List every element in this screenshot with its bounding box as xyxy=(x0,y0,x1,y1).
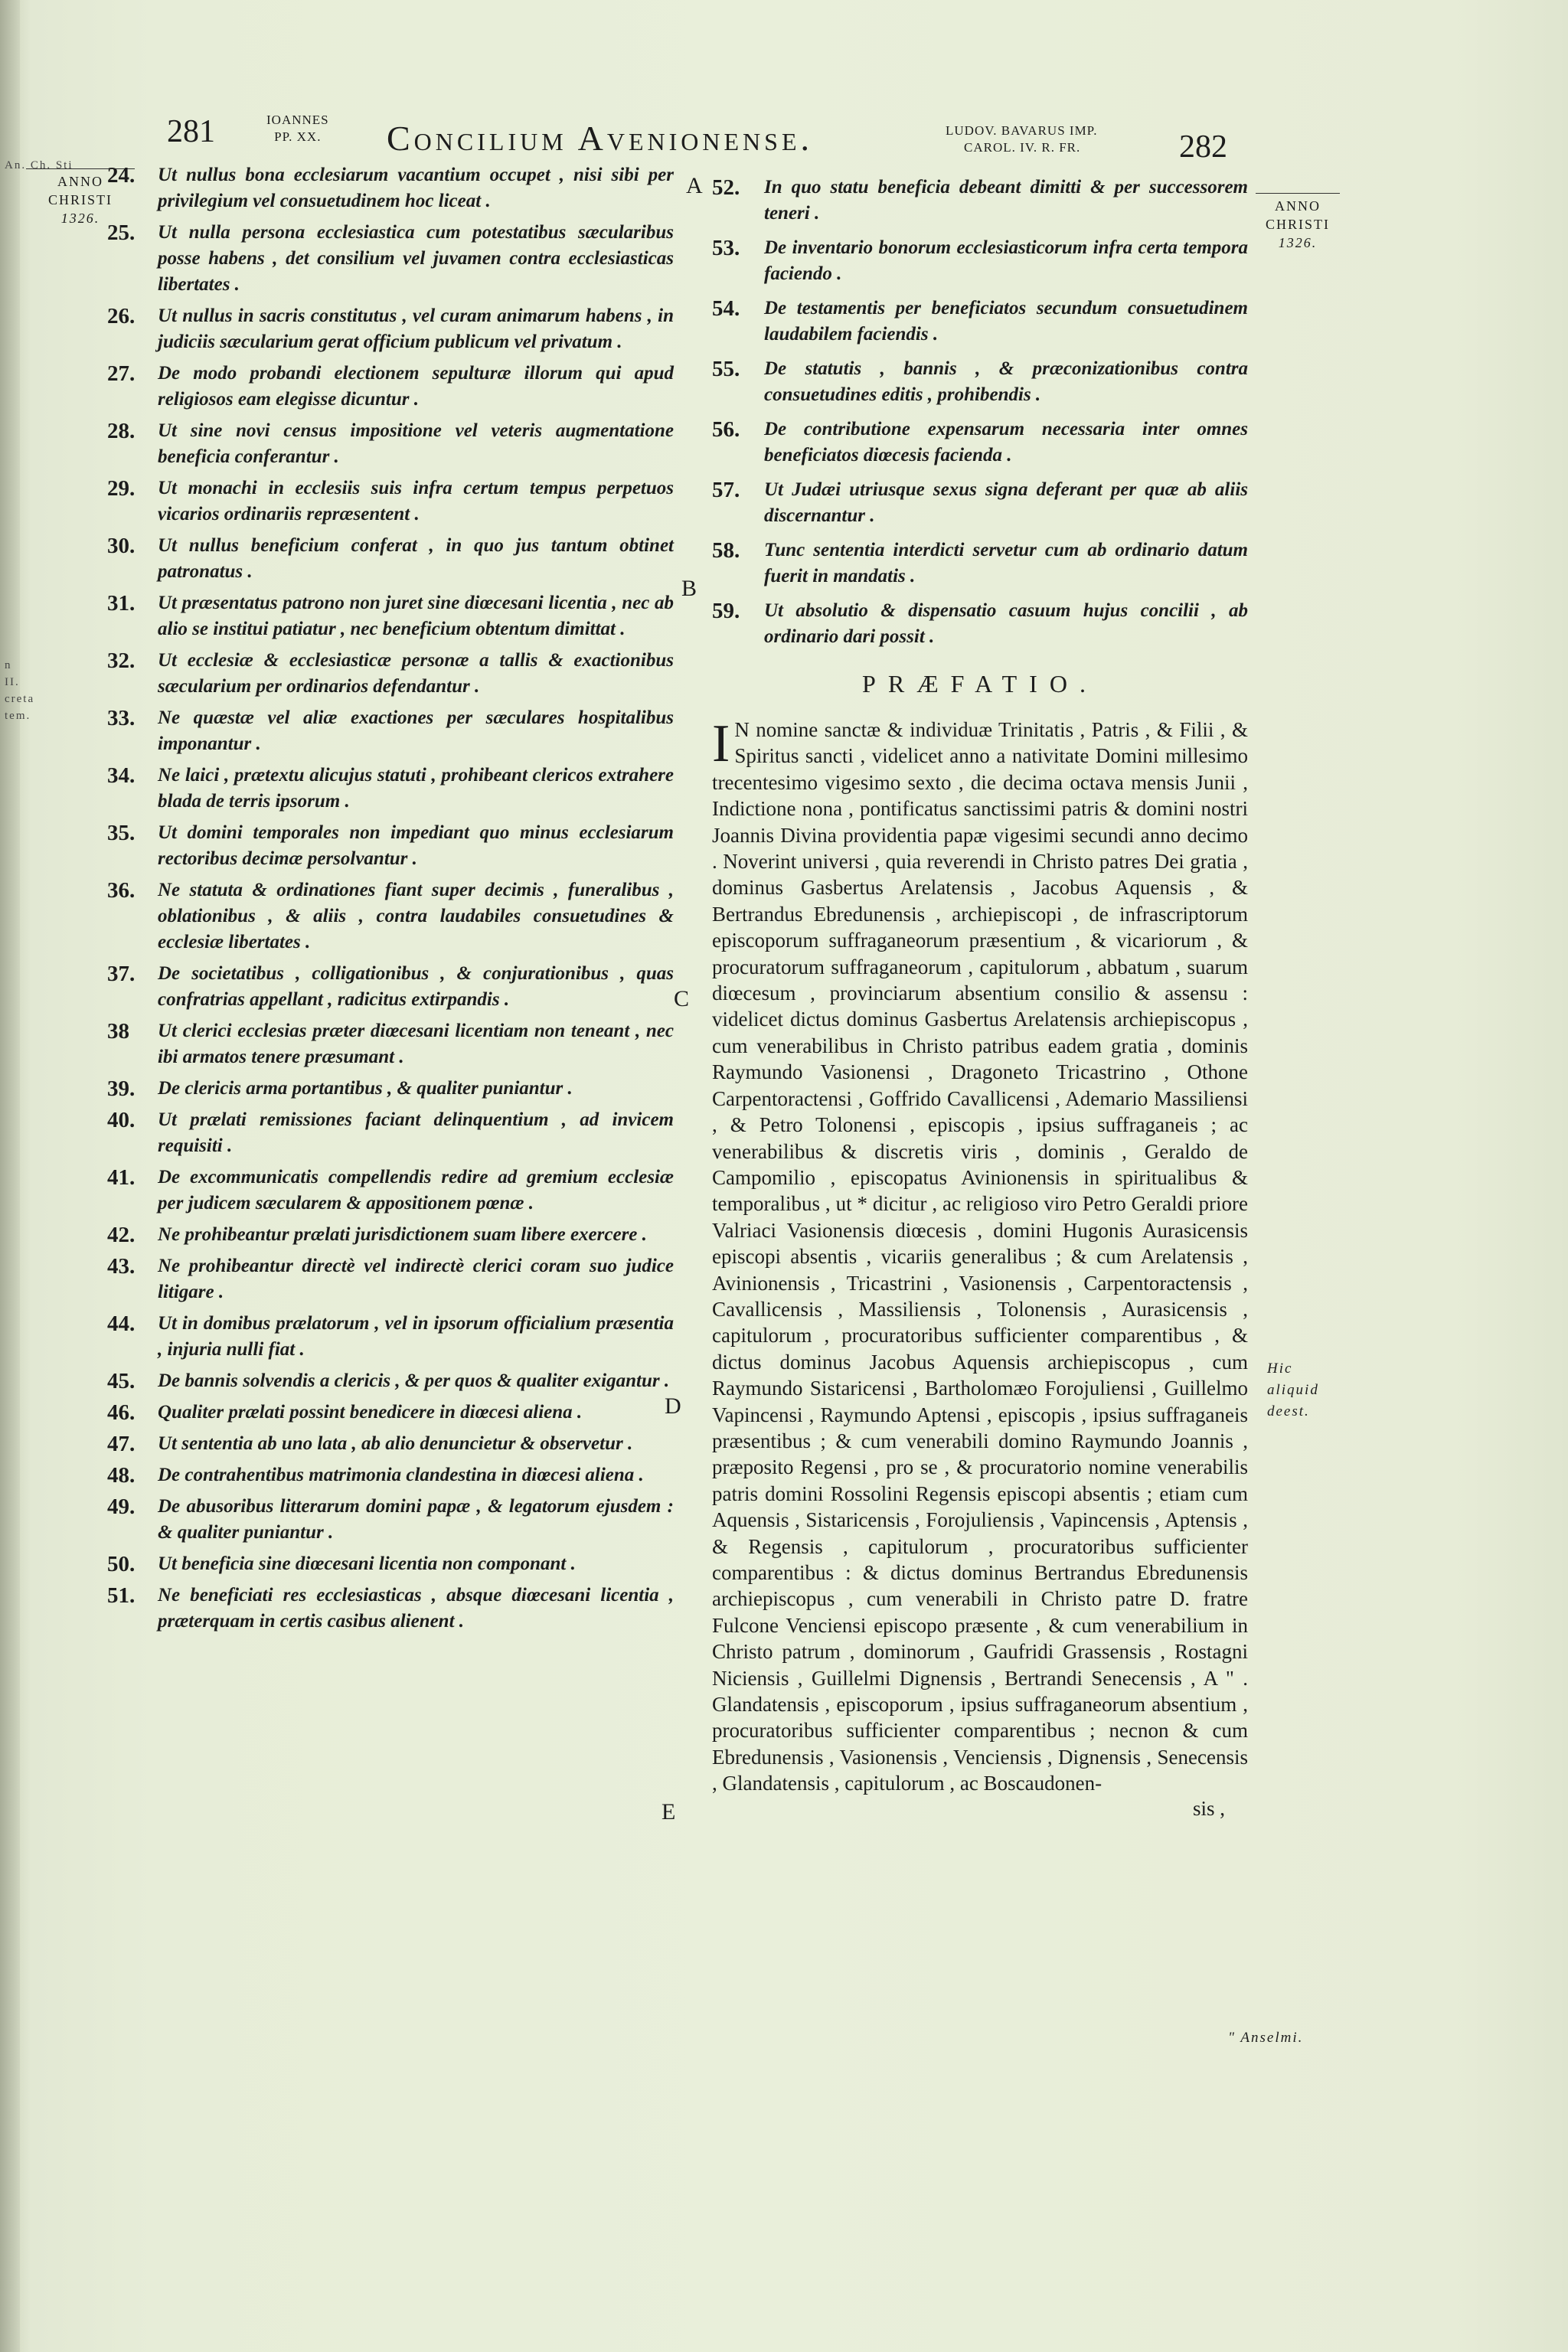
chapter-number: 44. xyxy=(107,1312,136,1336)
chapter-item xyxy=(107,418,674,470)
chapter-item xyxy=(107,1076,674,1102)
chapter-number: 31. xyxy=(107,591,136,616)
margin-fragment-top: An. Ch. Sti xyxy=(5,159,74,172)
chapter-number: 40. xyxy=(107,1108,136,1132)
right-column xyxy=(712,175,1248,1821)
chapter-item xyxy=(107,820,674,872)
chapter-text: De testamentis per beneficiatos secundum consuetudinem laudabilem faciendis . xyxy=(764,298,1248,345)
chapter-number: 42. xyxy=(107,1223,136,1247)
chapter-number: 26. xyxy=(107,304,136,328)
chapter-text: De contributione expensarum necessaria inter omnes beneficiatos diœcesis facienda . xyxy=(764,419,1248,466)
chapter-number: 45. xyxy=(107,1369,136,1393)
chapter-item xyxy=(107,590,674,642)
chapter-text: De contrahentibus matrimonia clandestina in diœcesi aliena . xyxy=(158,1465,644,1485)
chapter-text: Tunc sententia interdicti servetur cum ab ordinario datum fuerit in mandatis . xyxy=(764,540,1248,586)
chapter-text: Ne statuta & ordinationes fiant super decimis , funeralibus , oblationibus , & aliis , contra laudabiles consuetudines & ecclesiæ libertates . xyxy=(158,880,674,952)
chapter-number: 30. xyxy=(107,534,136,558)
chapter-number: 49. xyxy=(107,1494,136,1519)
page-number-right: 282 xyxy=(1179,129,1227,165)
margin-anno-right xyxy=(1256,193,1340,252)
chapter-item xyxy=(712,537,1248,590)
chapter-item xyxy=(107,1494,674,1546)
chapter-number: 46. xyxy=(107,1400,136,1425)
preface-text: N nomine sanctæ & individuæ Trinitatis , Patris , & Filii , & Spiritus sancti , videlicet anno a nativitate Domini millesimo trecentesimo vigesimo sexto , die decima octava mensis Junii , Indictione nona , pontificatus sanctissimi patris & domini nostri Joannis Divina providentia papæ vigesimi secundi anno decimo . Noverint universi , quia reverendi in Christo patres Dei gratia , dominus Gasbertus Arelatensis , Jacobus Aquensis , & Bertrandus Ebredunensis , archiepiscopi , de infrascriptorum episcoporum suffraganeorum præsentium , & vicariorum , & procuratorum suffraganeorum , capitulorum , abbatum , suarum diœcesum , provinciarum absentium consilio & assensu : videlicet dictus dominus Gasbertus Arelatensis archiepiscopus , cum venerabilibus in Christo patribus eadem gratia , dominis Raymundo Vasionensi , Dragoneto Tricastrino , Othone Carpentoractensi , Goffrido Cavallicensi , Ademario Massiliensi , & Petro Tolonensi , episcopis , ipsius suffraganeis ; ac venerabilibus & discretis viris , dominis , Geraldo de Campomilio , episcopatus Avinionensis in spiritualibus & temporalibus , ut * dicitur , ac religioso viro Petro Geraldi priore Valriaci Vasionensis diœcesis , domini Hugonis Aurasicensis episcopi absentis , vicariis generalibus ; & cum Arelatensis , Avinionensis , Tricastrini , Vasionensis , Carpentoractensis , Cavallicensis , Massiliensis , Tolonensis , Aurasicensis , capitulorum , procuratoribus sufficienter comparentibus , & dictus dominus Jacobus Aquensis archiepiscopus , cum Raymundo Sistaricensi , Bartholomæo Forojuliensi , Guillelmo Vapincensi , Raymundo Aptensi , episcopis , ipsius suffraganeis præsentibus ; & cum venerabili domino Raymundo Joannis , præposito Regensi , pro se , & procuratorio nomine venerabilis patris domini Rossolini Regensis episcopi absentis ; etiam cum Aquensis , Sistaricensis , Forojuliensis , Vapincensis , Aptensis , & Regensis , capitulorum , procuratoribus sufficienter comparentibus : & dictus dominus Bertrandus Ebredunensis archiepiscopus , cum venerabili in Christo patre D. fratre Fulcone Venciensi episcopo præsente , & cum venerabilium in Christo patrum , dominorum , Gaufridi Grassensis , Rostagni Niciensis , Guillelmi Dignensis , Bertrandi Senecensis , A " . Glandatensis , episcoporum , ipsius suffraganeorum absentium , procuratoribus sufficienter comparentibus ; necnon & cum Ebredunensis , Vasionensis , Venciensis , Dignensis , Senecensis , Glandatensis , capitulorum , ac Boscaudonen- xyxy=(712,718,1248,1795)
margin-year: 1326. xyxy=(1278,235,1318,250)
chapter-text: Ut monachi in ecclesiis suis infra certum tempus perpetuos vicarios ordinariis repræsentent . xyxy=(158,478,674,524)
chapter-text: Ut nullus beneficium conferat , in quo jus tantum obtinet patronatus . xyxy=(158,535,674,582)
chapter-item xyxy=(107,961,674,1013)
chapter-item xyxy=(712,598,1248,650)
chapter-item xyxy=(107,1107,674,1159)
chapter-item xyxy=(107,1551,674,1577)
chapter-number: 37. xyxy=(107,962,136,986)
chapter-item xyxy=(712,235,1248,287)
chapter-item xyxy=(107,1311,674,1363)
chapter-item xyxy=(107,162,674,214)
chapter-item xyxy=(712,477,1248,529)
chapter-item xyxy=(107,1583,674,1635)
chapter-number: 39. xyxy=(107,1076,136,1101)
chapter-text: Ut sine novi census impositione vel veteris augmentatione beneficia conferantur . xyxy=(158,420,674,467)
drop-cap: I xyxy=(712,714,730,773)
section-letter-c: C xyxy=(674,986,690,1011)
chapter-item xyxy=(712,416,1248,469)
chapter-text: Ut nulla persona ecclesiastica cum potestatibus sæcularibus posse habens , det consilium vel juvamen contra ecclesiasticas libertates . xyxy=(158,222,674,295)
chapter-text: De clericis arma portantibus , & qualiter puniantur . xyxy=(158,1078,573,1099)
section-letter-e: E xyxy=(662,1799,676,1824)
header-emperor xyxy=(946,122,1098,156)
chapter-text: Ne laici , prætextu alicujus statuti , prohibeant clericos extrahere blada de terris ipsorum . xyxy=(158,765,674,812)
chapter-item xyxy=(107,1431,674,1457)
chapter-item xyxy=(107,1462,674,1488)
chapter-text: In quo statu beneficia debeant dimitti & per successorem teneri . xyxy=(764,177,1248,224)
chapter-text: Ne beneficiati res ecclesiasticas , absque diœcesani licentia , præterquam in certis casibus alienent . xyxy=(158,1585,674,1632)
chapter-number: 47. xyxy=(107,1432,136,1456)
header-emperor-line2: CAROL. IV. R. FR. xyxy=(964,140,1081,155)
chapter-item xyxy=(107,877,674,956)
section-letter-a: A xyxy=(686,173,703,198)
chapter-text: Ut præsentatus patrono non juret sine diœcesani licentia , nec ab alio se institui patiatur , nec beneficium obtentum dimittat . xyxy=(158,593,674,639)
chapter-number: 32. xyxy=(107,648,136,673)
margin-rule xyxy=(1256,193,1340,194)
chapter-item xyxy=(107,533,674,585)
chapter-item xyxy=(712,296,1248,348)
chapter-item xyxy=(107,1165,674,1217)
chapter-number: 25. xyxy=(107,220,136,245)
chapter-number: 58. xyxy=(712,538,740,563)
margin-note-lacuna: Hic aliquid deest. xyxy=(1267,1361,1319,1419)
chapter-item xyxy=(107,1253,674,1305)
chapter-text: Ut absolutio & dispensatio casuum hujus concilii , ab ordinario dari possit . xyxy=(764,600,1248,647)
chapter-item xyxy=(107,475,674,528)
header-pope-title: PP. XX. xyxy=(274,129,322,144)
chapter-text: Ut Judæi utriusque sexus signa deferant per quæ ab aliis discernantur . xyxy=(764,479,1248,526)
chapter-list-right xyxy=(712,175,1248,650)
running-header xyxy=(0,107,1568,168)
chapter-number: 35. xyxy=(107,821,136,845)
chapter-text: Ut sententia ab uno lata , ab alio denuncietur & observetur . xyxy=(158,1433,633,1454)
margin-note-anselmi: " Anselmi. xyxy=(1228,2030,1304,2046)
chapter-item xyxy=(107,303,674,355)
chapter-item xyxy=(107,220,674,298)
chapter-item xyxy=(107,763,674,815)
section-letter-b: B xyxy=(681,576,697,601)
chapter-text: De excommunicatis compellendis redire ad gremium ecclesiæ per judicem sæcularem & appositionem pœnæ . xyxy=(158,1167,674,1214)
chapter-number: 29. xyxy=(107,476,136,501)
chapter-text: Ut clerici ecclesias præter diœcesani licentiam non teneant , nec ibi armatos tenere præsumant . xyxy=(158,1021,674,1067)
margin-christi-label: CHRISTI xyxy=(1265,217,1330,232)
chapter-text: Ut ecclesiæ & ecclesiasticæ personæ a tallis & exactionibus sæcularium per ordinarios defendantur . xyxy=(158,650,674,697)
preface-title: PRÆFATIO. xyxy=(862,670,1098,697)
chapter-text: Ut beneficia sine diœcesani licentia non componant . xyxy=(158,1553,576,1574)
chapter-number: 50. xyxy=(107,1552,136,1576)
chapter-item xyxy=(107,1400,674,1426)
chapter-number: 54. xyxy=(712,296,740,321)
catchword: sis , xyxy=(1192,1796,1225,1820)
chapter-item xyxy=(107,648,674,700)
margin-anno-label: ANNO xyxy=(1275,198,1321,214)
margin-anno-label: ANNO xyxy=(57,174,103,189)
chapter-number: 53. xyxy=(712,236,740,260)
chapter-item xyxy=(107,705,674,757)
chapter-text: Qualiter prælati possint benedicere in diœcesi aliena . xyxy=(158,1402,583,1423)
chapter-number: 34. xyxy=(107,763,136,788)
chapter-number: 59. xyxy=(712,599,740,623)
chapter-item xyxy=(107,1368,674,1394)
page-number-left: 281 xyxy=(167,114,215,149)
chapter-text: De societatibus , colligationibus , & conjurationibus , quas confratrias appellant , radicitus extirpandis . xyxy=(158,963,674,1010)
chapter-item xyxy=(107,1018,674,1070)
chapter-item xyxy=(107,1222,674,1248)
chapter-number: 24. xyxy=(107,163,136,188)
chapter-number: 56. xyxy=(712,417,740,442)
chapter-item xyxy=(107,361,674,413)
chapter-number: 33. xyxy=(107,706,136,730)
chapter-text: De abusoribus litterarum domini papæ , & legatorum ejusdem : & qualiter puniantur . xyxy=(158,1496,674,1543)
chapter-item xyxy=(712,356,1248,408)
chapter-number: 55. xyxy=(712,357,740,381)
chapter-list-left xyxy=(107,162,674,1640)
chapter-text: De modo probandi electionem sepulturæ illorum qui apud religiosos eam elegisse dicuntur . xyxy=(158,363,674,410)
header-pope xyxy=(266,112,329,145)
chapter-text: Ne prohibeantur prælati jurisdictionem suam libere exercere . xyxy=(158,1224,647,1245)
chapter-text: Ut nullus in sacris constitutus , vel curam animarum habens , in judiciis sæcularium gerat officium publicum vel privatum . xyxy=(158,305,674,352)
header-emperor-line1: LUDOV. BAVARUS IMP. xyxy=(946,123,1098,138)
page-title: Concilium Avenionense. xyxy=(387,119,813,158)
margin-fragment-mid: n II. creta tem. xyxy=(5,659,35,722)
chapter-number: 28. xyxy=(107,419,136,443)
header-pope-name: IOANNES xyxy=(266,113,329,127)
preface-body xyxy=(712,714,1248,1797)
chapter-text: Ne quæstæ vel aliæ exactiones per sæculares hospitalibus imponantur . xyxy=(158,707,674,754)
chapter-text: Ut domini temporales non impediant quo minus ecclesiarum rectoribus decimæ persolvantur . xyxy=(158,822,674,869)
margin-christi-label: CHRISTI xyxy=(47,192,113,207)
chapter-number: 38 xyxy=(107,1019,129,1044)
chapter-text: Ut in domibus prælatorum , vel in ipsorum officialium præsentia , injuria nulli fiat . xyxy=(158,1313,674,1360)
chapter-number: 51. xyxy=(107,1583,136,1608)
chapter-text: Ut nullus bona ecclesiarum vacantium occupet , nisi sibi per privilegium vel consuetudinem hoc liceat . xyxy=(158,165,674,211)
chapter-number: 27. xyxy=(107,361,136,386)
chapter-text: Ut prælati remissiones faciant delinquentium , ad invicem requisiti . xyxy=(158,1109,674,1156)
chapter-number: 48. xyxy=(107,1463,136,1488)
chapter-text: De statutis , bannis , & præconizationibus contra consuetudines editis , prohibendis . xyxy=(764,358,1248,405)
chapter-text: De inventario bonorum ecclesiasticorum infra certa tempora faciendo . xyxy=(764,237,1248,284)
chapter-number: 41. xyxy=(107,1165,136,1190)
chapter-number: 36. xyxy=(107,878,136,903)
chapter-text: De bannis solvendis a clericis , & per quos & qualiter exigantur . xyxy=(158,1370,670,1391)
chapter-item xyxy=(712,175,1248,227)
chapter-number: 52. xyxy=(712,175,740,200)
section-letter-d: D xyxy=(665,1393,681,1419)
chapter-text: Ne prohibeantur directè vel indirectè clerici coram suo judice litigare . xyxy=(158,1256,674,1302)
chapter-number: 57. xyxy=(712,478,740,502)
chapter-number: 43. xyxy=(107,1254,136,1279)
margin-year: 1326. xyxy=(60,211,100,226)
